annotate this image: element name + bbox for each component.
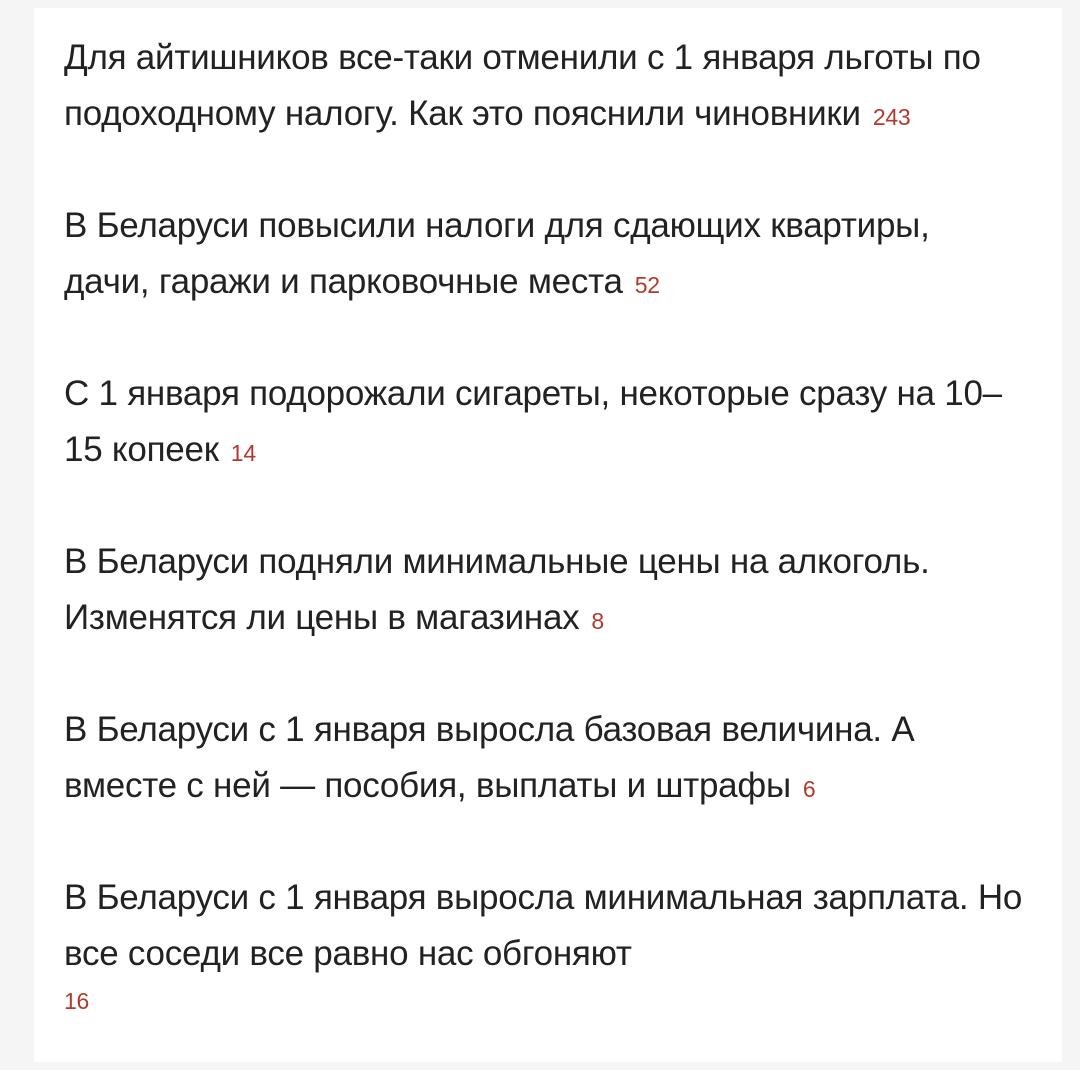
news-item <box>64 534 1024 649</box>
news-title: В Беларуси с 1 января выросла минимальная зарплата. Но все соседи все равно нас обгоняют <box>64 878 1023 973</box>
comment-count[interactable]: 14 <box>230 440 256 466</box>
news-list <box>64 30 1024 1020</box>
news-title: В Беларуси с 1 января выросла базовая величина. А вместе с ней — пособия, выплаты и штрафы <box>64 710 915 805</box>
news-item <box>64 366 1024 481</box>
comment-count[interactable]: 8 <box>591 608 604 634</box>
news-link[interactable] <box>64 366 1024 481</box>
comment-count[interactable]: 243 <box>872 104 911 130</box>
news-item <box>64 30 1024 145</box>
news-title: В Беларуси подняли минимальные цены на алкоголь. Изменятся ли цены в магазинах <box>64 542 930 637</box>
news-link[interactable] <box>64 702 1024 817</box>
news-panel <box>34 8 1062 1062</box>
news-title: В Беларуси повысили налоги для сдающих квартиры, дачи, гаражи и парковочные места <box>64 206 930 301</box>
comment-count[interactable]: 16 <box>64 988 90 1014</box>
news-item <box>64 702 1024 817</box>
news-link[interactable] <box>64 30 1024 145</box>
news-link[interactable] <box>64 198 1024 313</box>
news-item <box>64 870 1024 1020</box>
comment-count[interactable]: 52 <box>634 272 660 298</box>
comment-count[interactable]: 6 <box>802 776 816 802</box>
news-title: Для айтишников все-таки отменили с 1 января льготы по подоходному налогу. Как это пояснили чиновники <box>64 38 981 133</box>
news-link[interactable] <box>64 534 1024 649</box>
news-link[interactable] <box>64 870 1024 1020</box>
news-title: С 1 января подорожали сигареты, некоторые сразу на 10–15 копеек <box>64 374 1002 469</box>
news-item <box>64 198 1024 313</box>
